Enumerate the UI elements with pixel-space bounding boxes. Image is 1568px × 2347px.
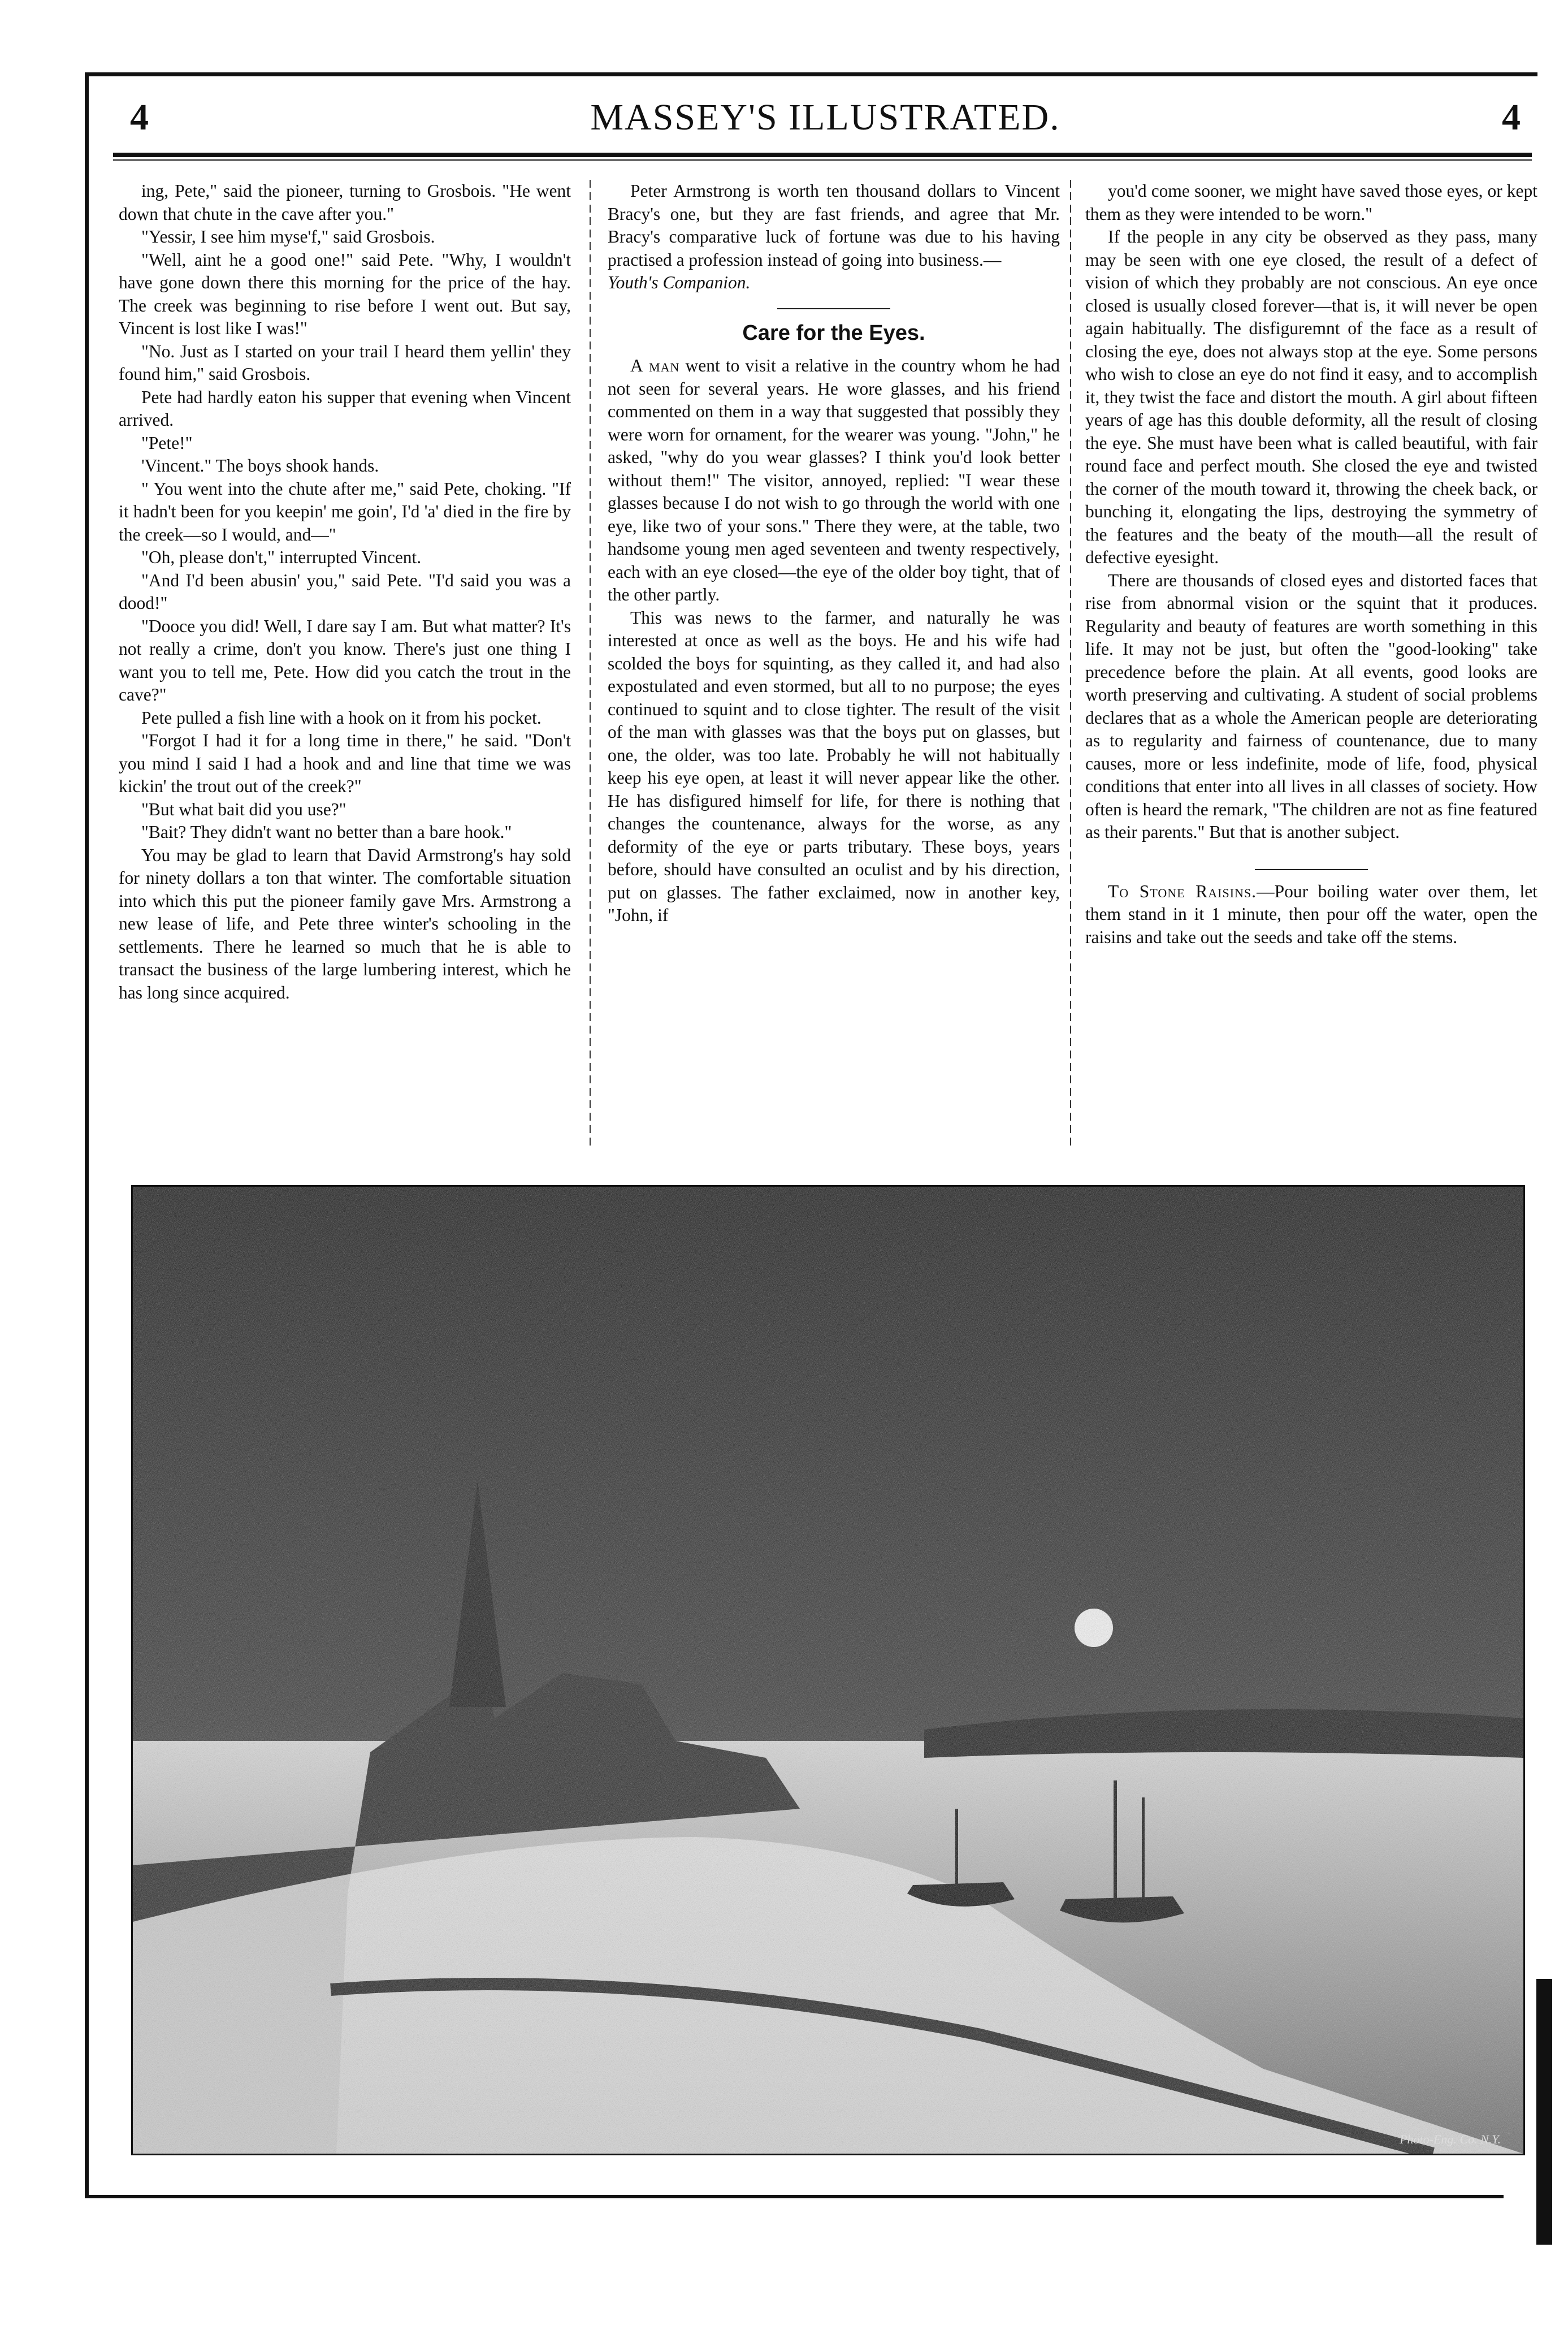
page-number-right: 4 bbox=[1502, 97, 1521, 138]
paragraph: There are thousands of closed eyes and distorted faces that rise from abnormal vision or the squint that it produces. Regularity and beauty of features are worth something in this life. It may not be just, but often the "good-looking" take precedence before the plain. At all events, good looks are worth preserving and cultivating. A student of social problems declares that as a whole the American people are deteriorating as to regularity and fairness of countenance, due to many causes, more or less indefinite, mode of life, food, physical conditions that enter into all lives in all classes of society. How often is heard the remark, "The children are not as fine featured as their parents." But that is another subject. bbox=[1085, 570, 1537, 842]
paragraph: "Yessir, I see him myse'f," said Grosbois. bbox=[141, 227, 435, 247]
column-3 bbox=[1085, 180, 1537, 949]
column-2 bbox=[608, 180, 1060, 927]
source-credit: Youth's Companion. bbox=[608, 273, 751, 292]
paragraph: You may be glad to learn that David Armstrong's hay sold for ninety dollars a ton that winter. The comfortable situation into which this put the pioneer family gave Mrs. Armstrong a new lease of life, and Pete three winter's schooling in the settlements. There he learned so much that he is able to transact the business of the large lumbering interest, which he has long since acquired. bbox=[119, 845, 571, 1002]
page-frame-top bbox=[85, 72, 1537, 76]
paragraph: Pete pulled a fish line with a hook on it from his pocket. bbox=[141, 707, 542, 728]
article-heading: Care for the Eyes. bbox=[742, 321, 925, 345]
paragraph: "And I'd been abusin' you," said Pete. "I'd said you was a dood!" bbox=[119, 570, 571, 613]
page-number-left: 4 bbox=[130, 97, 149, 138]
header-rule bbox=[113, 153, 1532, 157]
story-ending bbox=[608, 180, 1060, 271]
page-frame-left bbox=[85, 72, 89, 2198]
article-body bbox=[608, 355, 1060, 927]
lead-words: A man bbox=[630, 356, 680, 375]
column-1 bbox=[119, 180, 571, 1004]
article-separator bbox=[1255, 869, 1368, 870]
paragraph: If the people in any city be observed as they pass, many may be seen with one eye closed, the result of a defect of vision of which they probably are not conscious. An eye once closed is usually closed forever—that is, it will never be open again habitually. The disfiguremnt of the face as a result of closing the eye, does not always stop at the eye. Some persons who wish to close an eye do not find it easy, and to accomplish it, they twist the face and distort the mouth. A girl about fifteen years of age has this double deformity, all the result of closing the eye. She must have been what is called beautiful, with fair round face and perfect mouth. She closed the eye and twisted the corner of the mouth toward it, throwing the cheek back, or bunching it, elongating the lips, destroying the symmetry of the features and the beaty of the mouth—all the result of defective eyesight. bbox=[1085, 227, 1537, 567]
harbor-moonlight-engraving bbox=[131, 1185, 1525, 2155]
paragraph: 'Vincent." The boys shook hands. bbox=[141, 456, 379, 476]
paragraph-text: went to visit a relative in the country whom he had not seen for several years. He wore glasses, and his friend commented on them in a way that suggested that possibly they were worn for ornament, for the wearer was young. "John," he asked, "why do you wear glasses? I think you'd look better without them!" The visitor, annoyed, replied: "I wear these glasses because I do not wish to go through the world with one eye, like two of your sons." There they were, at the table, two handsome young men aged seventeen and twenty respectively, each with an eye closed—the eye of the older boy tight, that of the other partly. bbox=[608, 356, 1060, 604]
engraving-texture bbox=[133, 1187, 1523, 2154]
paragraph: "Dooce you did! Well, I dare say I am. But what matter? It's not really a crime, don't you know. There's just one thing I want you to tell me, Pete. How did you catch the trout in the cave?" bbox=[119, 616, 571, 704]
raisins-note bbox=[1085, 880, 1537, 949]
column-divider-2 bbox=[1070, 180, 1071, 1147]
paragraph: "No. Just as I started on your trail I heard them yellin' they found him," said Grosbois. bbox=[119, 341, 571, 384]
page-header bbox=[113, 96, 1537, 147]
engraver-credit: Photo-Eng. Co. N.Y. bbox=[1400, 2132, 1501, 2146]
paragraph: "Forgot I had it for a long time in there," he said. "Don't you mind I said I had a hook and and line that time we was kickin' the trout out of the creek?" bbox=[119, 731, 571, 796]
page-frame-bottom bbox=[85, 2195, 1504, 2198]
paragraph bbox=[608, 355, 1060, 607]
paragraph: "Bait? They didn't want no better than a bare hook." bbox=[141, 822, 512, 842]
article-continued bbox=[1085, 180, 1537, 844]
column-divider-1 bbox=[590, 180, 591, 1147]
paragraph: "Well, aint he a good one!" said Pete. "Why, I wouldn't have gone down there this morning for the price of the hay. The creek was beginning to rise before I went out. But say, Vincent is lost like I was!" bbox=[119, 249, 571, 338]
article-separator bbox=[777, 308, 890, 309]
engraving-svg bbox=[133, 1187, 1523, 2154]
paragraph: This was news to the farmer, and naturally he was interested at once as well as the boys. He and his wife had scolded the boys for squinting, as they called it, and had also expostulated and even stormed, but all to no purpose; the eyes continued to squint and to close tighter. The result of the visit of the man with glasses was that the boys put on glasses, but one, the older, was too late. Probably he will not habitually keep his eye open, at least it will never appear like the other. He has disfigured himself for life, for there is nothing that changes the countenance, always for the worse, as any deformity of the eye or parts tributary. These boys, years before, should have consulted an oculist and by his direction, put on glasses. The father exclaimed, now in another key, "John, if bbox=[608, 607, 1060, 925]
raisins-text: —Pour boiling water over them, let them stand in it 1 minute, then pour off the water, open the raisins and take out the seeds and take off the stems. bbox=[1085, 881, 1538, 947]
paragraph: ing, Pete," said the pioneer, turning to Grosbois. "He went down that chute in the cave after you." bbox=[119, 181, 571, 224]
binding-edge bbox=[1536, 1979, 1552, 2245]
paragraph: Peter Armstrong is worth ten thousand dollars to Vincent Bracy's one, but they are fast friends, and agree that Mr. Bracy's comparative luck of fortune was due to his having practised a profession instead of going into business.— bbox=[608, 181, 1060, 270]
header-rule-thin bbox=[113, 159, 1532, 161]
paragraph: you'd come sooner, we might have saved those eyes, or kept them as they were intended to be worn." bbox=[1085, 181, 1537, 224]
paragraph: " You went into the chute after me," said Pete, choking. "If it hadn't been for you keepin' me goin', I'd 'a' died in the fire by the creek—so I would, and—" bbox=[119, 478, 571, 544]
masthead-title: MASSEY'S ILLUSTRATED. bbox=[590, 97, 1060, 138]
raisins-lead: To Stone Raisins. bbox=[1108, 881, 1257, 901]
paragraph: "Oh, please don't," interrupted Vincent. bbox=[141, 547, 422, 567]
paragraph: Pete had hardly eaton his supper that evening when Vincent arrived. bbox=[119, 387, 571, 430]
paragraph: "Pete!" bbox=[141, 433, 193, 453]
paragraph: "But what bait did you use?" bbox=[141, 799, 346, 819]
